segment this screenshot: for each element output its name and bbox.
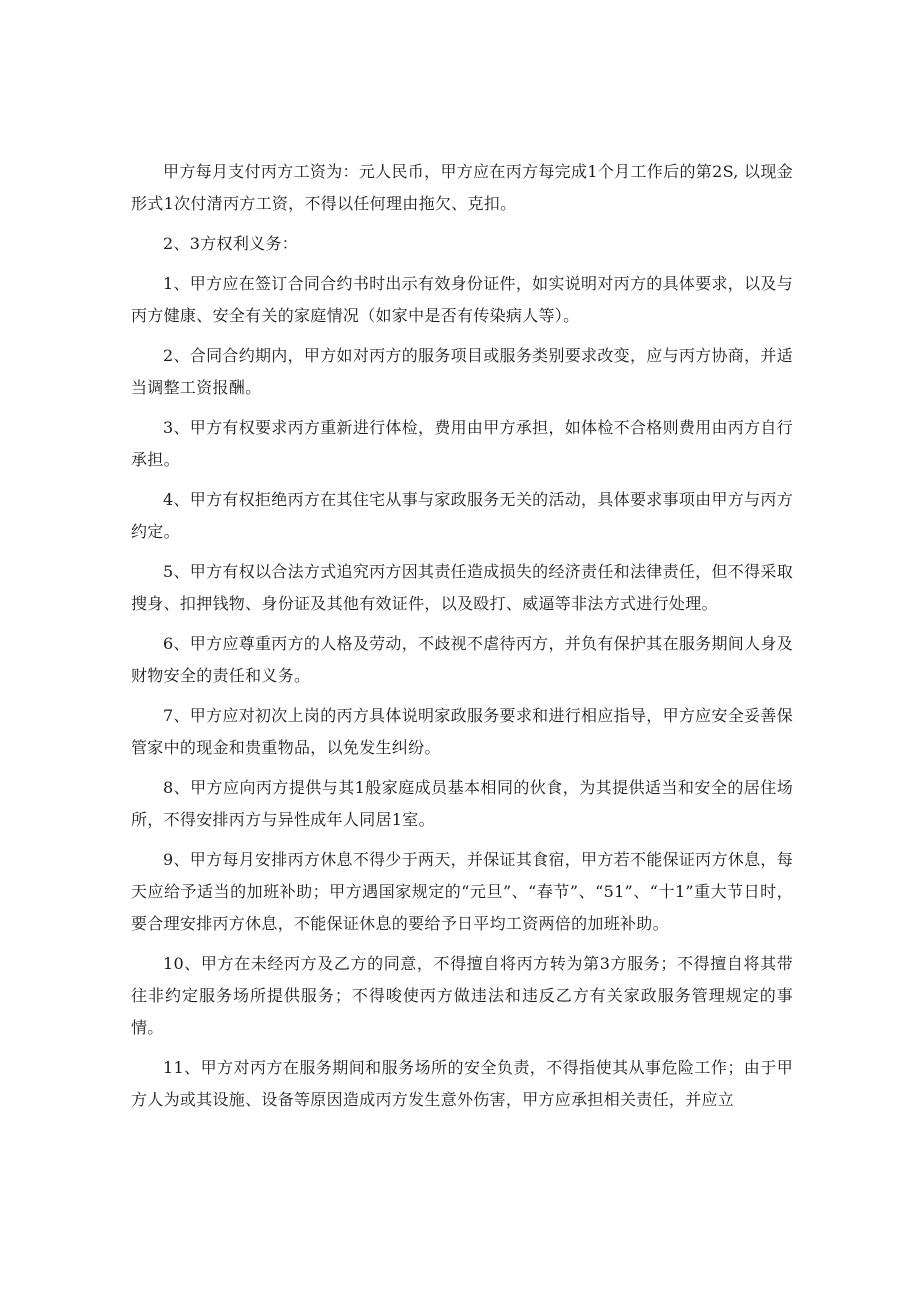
paragraph-clause-2: 2、合同合约期内，甲方如对丙方的服务项目或服务类别要求改变，应与丙方协商，并适当调整工资报酬。: [131, 346, 793, 397]
paragraph-salary: 甲方每月支付丙方工资为：元人民币，甲方应在丙方每完成1个月工作后的第2S, 以现金形式1次付清丙方工资，不得以任何理由拖欠、克扣。: [131, 162, 793, 213]
paragraph-clause-3: 3、甲方有权要求丙方重新进行体检，费用由甲方承担，如体检不合格则费用由丙方自行承担。: [131, 418, 793, 469]
section-heading-rights-obligations: 2、3方权利义务：: [163, 234, 299, 253]
paragraph-clause-9: 9、甲方每月安排丙方休息不得少于两天，并保证其食宿，甲方若不能保证丙方休息，每天应给予适当的加班补助；甲方遇国家规定的“元旦”、“春节”、“51”、“十1”重大节日时，要合理安排丙方休息，不能保证休息的要给予日平均工资两倍的加班补助。: [131, 850, 793, 933]
paragraph-clause-11: 11、甲方对丙方在服务期间和服务场所的安全负责，不得指使其从事危险工作；由于甲方人为或其设施、设备等原因造成丙方发生意外伤害，甲方应承担相关责任，并应立: [131, 1058, 793, 1109]
paragraph-clause-7: 7、甲方应对初次上岗的丙方具体说明家政服务要求和进行相应指导，甲方应安全妥善保管家中的现金和贵重物品，以免发生纠纷。: [131, 706, 793, 757]
paragraph-clause-10: 10、甲方在未经丙方及乙方的同意，不得擅自将丙方转为第3方服务；不得擅自将其带往非约定服务场所提供服务；不得唆使丙方做违法和违反乙方有关家政服务管理规定的事情。: [131, 954, 793, 1037]
paragraph-clause-4: 4、甲方有权拒绝丙方在其住宅从事与家政服务无关的活动，具体要求事项由甲方与丙方约定。: [131, 490, 793, 541]
document-body: [131, 156, 793, 1116]
paragraph-clause-1: 1、甲方应在签订合同合约书时出示有效身份证件，如实说明对丙方的具体要求，以及与丙方健康、安全有关的家庭情况（如家中是否有传染病人等）。: [131, 274, 793, 325]
paragraph-clause-6: 6、甲方应尊重丙方的人格及劳动，不歧视不虐待丙方，并负有保护其在服务期间人身及财物安全的责任和义务。: [131, 634, 793, 685]
paragraph-clause-5: 5、甲方有权以合法方式追究丙方因其责任造成损失的经济责任和法律责任，但不得采取搜身、扣押钱物、身份证及其他有效证件，以及殴打、威逼等非法方式进行处理。: [131, 562, 793, 613]
paragraph-clause-8: 8、甲方应向丙方提供与其1般家庭成员基本相同的伙食，为其提供适当和安全的居住场所，不得安排丙方与异性成年人同居1室。: [131, 778, 793, 829]
